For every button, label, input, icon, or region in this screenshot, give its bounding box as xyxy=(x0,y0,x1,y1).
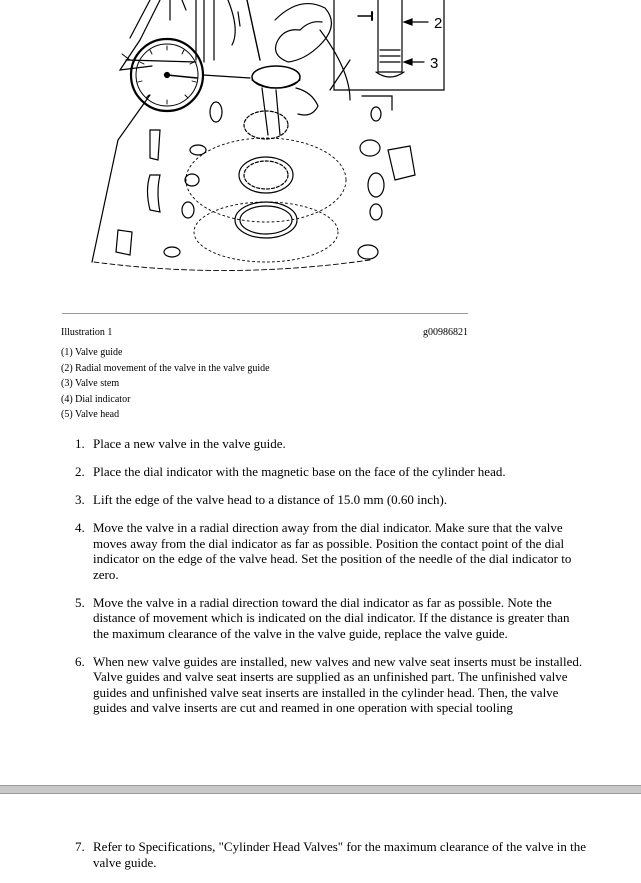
callout-3-label: 3 xyxy=(430,55,439,72)
procedure-step xyxy=(61,839,586,870)
step-text: Refer to Specifications, "Cylinder Head Valves" for the maximum clearance of the valve in the valve guide. xyxy=(93,839,587,870)
step-number: 3. xyxy=(75,492,85,507)
procedure-steps xyxy=(61,436,586,728)
illustration-caption xyxy=(61,327,468,339)
callout-2-label: 2 xyxy=(434,15,443,32)
procedure-step xyxy=(61,464,586,480)
legend-item: (1) Valve guide xyxy=(61,347,123,358)
procedure-step xyxy=(61,595,586,642)
illustration-id: g00986821 xyxy=(423,327,468,338)
legend-item: (2) Radial movement of the valve in the valve guide xyxy=(61,362,270,374)
procedure-steps-continued xyxy=(61,839,586,883)
step-text: When new valve guides are installed, new valves and new valve seat inserts must be installed. Valve guides and valve seat inserts are supplied as an unfinished part. The unfinished valve guides and unfinished valve seat inserts are installed in the cylinder head. Then, the valve guides and valve inserts are cut and reamed in one operation with special tooling xyxy=(93,653,583,715)
callout-legend xyxy=(61,345,270,423)
page-separator xyxy=(0,785,641,794)
step-text: Place a new valve in the valve guide. xyxy=(93,436,286,451)
step-text: Place the dial indicator with the magnetic base on the face of the cylinder head. xyxy=(93,464,506,479)
step-number: 7. xyxy=(75,839,85,854)
step-number: 2. xyxy=(75,464,85,479)
legend-item: (3) Valve stem xyxy=(61,378,120,390)
step-text: Move the valve in a radial direction toward the dial indicator as far as possible. Note the distance of movement which is indicated on the dial indicator. If the distance is greater than the maximum clearance of the valve in the valve guide, replace the valve guide. xyxy=(93,594,570,641)
step-text: Move the valve in a radial direction away from the dial indicator. Make sure that the valve moves away from the dial indicator as far as possible. Position the contact point of the dial indicator on the edge of the valve head. Set the position of the needle of the dial indicator to zero. xyxy=(93,520,572,582)
procedure-step xyxy=(61,436,586,452)
step-number: 5. xyxy=(75,594,85,610)
step-text: Lift the edge of the valve head to a distance of 15.0 mm (0.60 inch). xyxy=(93,492,448,507)
procedure-step xyxy=(61,654,586,716)
procedure-step xyxy=(61,520,586,582)
step-number: 6. xyxy=(75,653,85,669)
legend-item: (4) Dial indicator xyxy=(61,393,131,405)
step-number: 4. xyxy=(75,520,85,535)
step-number: 1. xyxy=(75,436,85,451)
illustration-label: Illustration 1 xyxy=(61,327,113,338)
illustration-divider xyxy=(62,313,468,314)
valve-guide-illustration xyxy=(0,0,641,300)
procedure-step xyxy=(61,492,586,508)
legend-item: (5) Valve head xyxy=(61,409,120,421)
